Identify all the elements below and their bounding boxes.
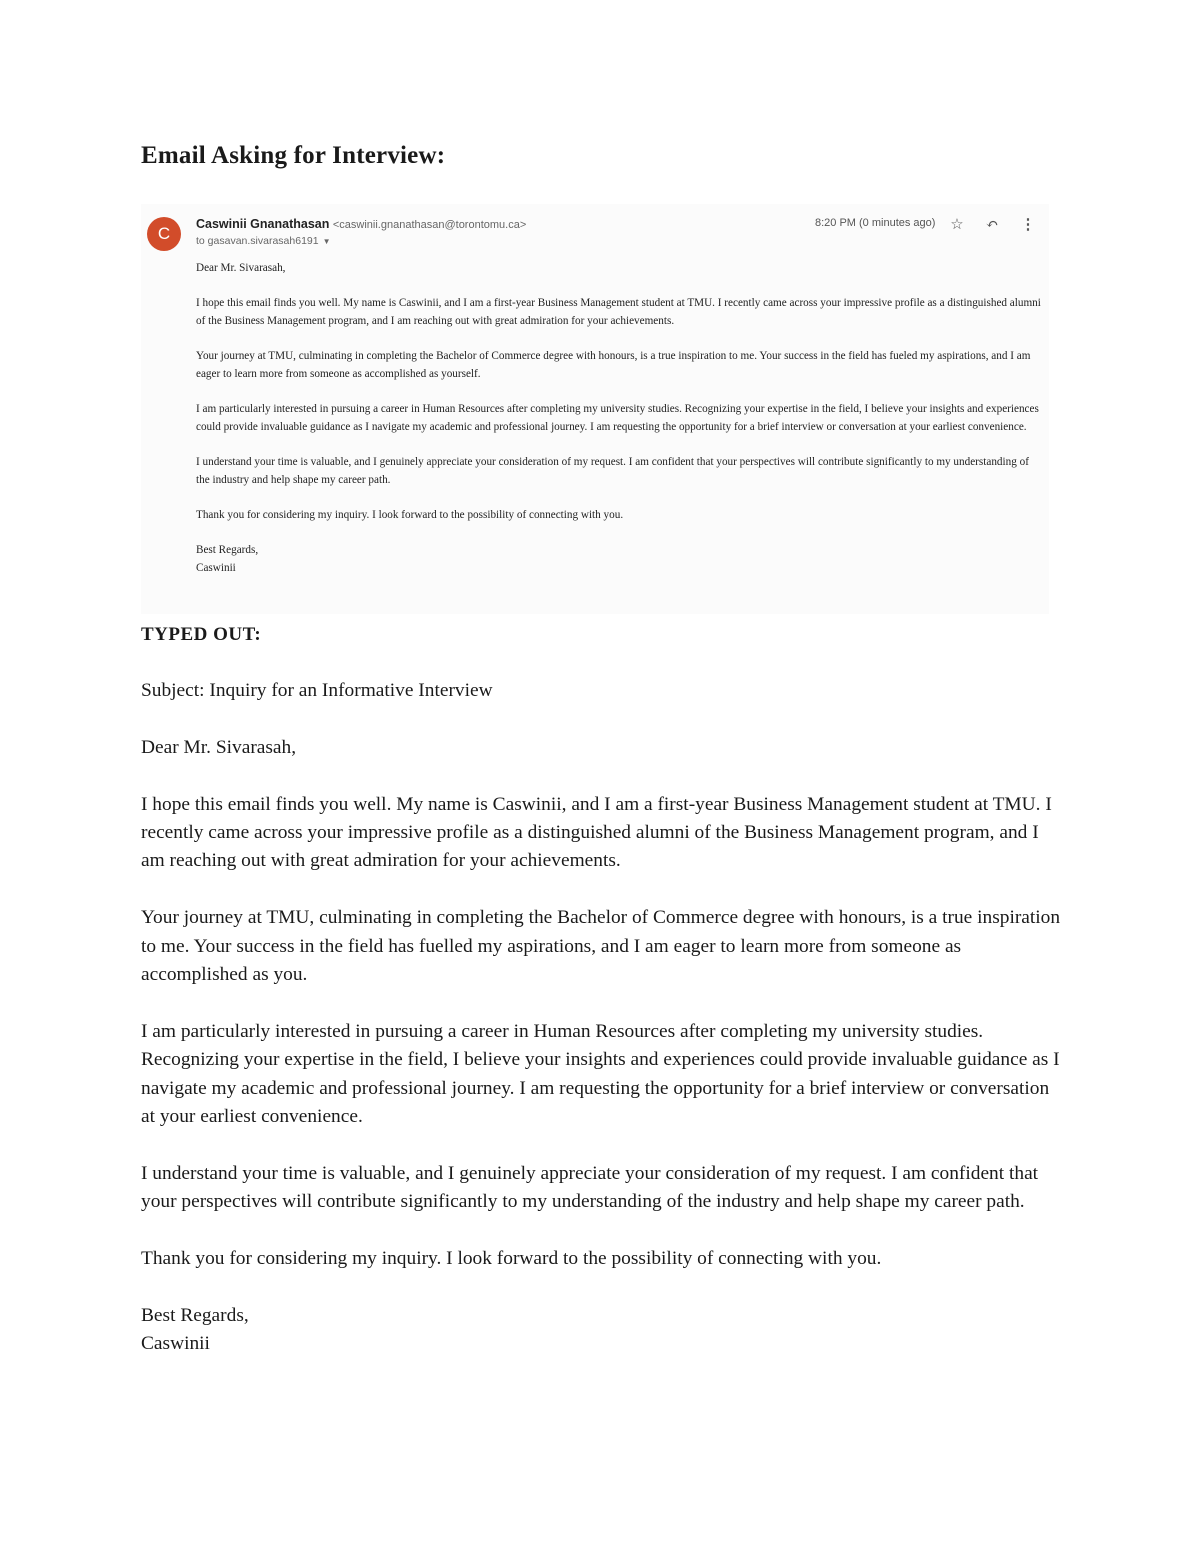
recipient-text: to gasavan.sivarasah6191 [196,235,319,247]
sender-line [196,217,526,231]
page-title: Email Asking for Interview: [141,142,446,169]
more-vertical-icon: ⋮ [1020,217,1036,233]
typed-out-heading: TYPED OUT: [141,624,262,645]
email-body [196,259,1041,577]
typed-paragraph: I hope this email finds you well. My name is Caswinii, and I am a first-year Business Management student at TMU. I recently came across your impressive profile as a distinguished alumni of the Business Management program, and I am reaching out with great admiration for your achievements. [141,793,1052,872]
typed-signature: Caswinii [141,1333,210,1355]
sender-email: <caswinii.gnanathasan@torontomu.ca> [332,219,527,231]
avatar: C [147,217,181,251]
subject-line: Subject: Inquiry for an Informative Interview [141,680,493,701]
star-icon: ☆ [950,217,964,233]
recipient-line [196,235,331,247]
typed-paragraph: Your journey at TMU, culminating in completing the Bachelor of Commerce degree with honours, is a true inspiration to me. Your success in the field has fuelled my aspirations, and I am eager to learn more from someone as accomplished as you. [141,907,1061,986]
chevron-down-icon: ▼ [322,237,331,246]
email-timestamp: 8:20 PM (0 minutes ago) [815,217,936,229]
email-paragraph: I am particularly interested in pursuing a career in Human Resources after completing my university studies. Recognizing your expertise in the field, I believe your insights and experiences could provide invaluable guidance as I navigate my academic and professional journey. I am requesting the opportunity for a brief interview or conversation at your earliest convenience. [196,403,1039,433]
typed-paragraph: I understand your time is valuable, and I genuinely appreciate your consideration of my request. I am confident that your perspectives will contribute significantly to my understanding of the industry and help shape my career path. [141,1162,1039,1213]
typed-paragraph: Thank you for considering my inquiry. I look forward to the possibility of connecting with you. [141,1248,882,1270]
email-paragraph: I understand your time is valuable, and I genuinely appreciate your consideration of my request. I am confident that your perspectives will contribute significantly to my understanding of the industry and help shape my career path. [196,456,1029,486]
typed-greeting: Dear Mr. Sivarasah, [141,736,297,758]
email-paragraph: Thank you for considering my inquiry. I look forward to the possibility of connecting with you. [196,509,624,521]
email-paragraph: I hope this email finds you well. My name is Caswinii, and I am a first-year Business Management student at TMU. I recently came across your impressive profile as a distinguished alumni of the Business Management program, and I am reaching out with great admiration for your achievements. [196,297,1041,327]
email-signature: Caswinii [196,562,236,574]
typed-closing: Best Regards, [141,1304,249,1326]
email-greeting: Dear Mr. Sivarasah, [196,262,286,274]
email-closing: Best Regards, [196,544,259,556]
typed-out-body [141,677,1061,1359]
sender-name: Caswinii Gnanathasan [196,217,330,231]
reply-icon: ↶ [985,217,999,233]
email-screenshot [141,204,1049,614]
typed-paragraph: I am particularly interested in pursuing a career in Human Resources after completing my university studies. Recognizing your expertise in the field, I believe your insights and experiences could provide invaluable guidance as I navigate my academic and professional journey. I am requesting the opportunity for a brief interview or conversation at your earliest convenience. [141,1020,1060,1128]
email-paragraph: Your journey at TMU, culminating in completing the Bachelor of Commerce degree with honours, is a true inspiration to me. Your success in the field has fueled my aspirations, and I am eager to learn more from someone as accomplished as yourself. [196,350,1031,380]
